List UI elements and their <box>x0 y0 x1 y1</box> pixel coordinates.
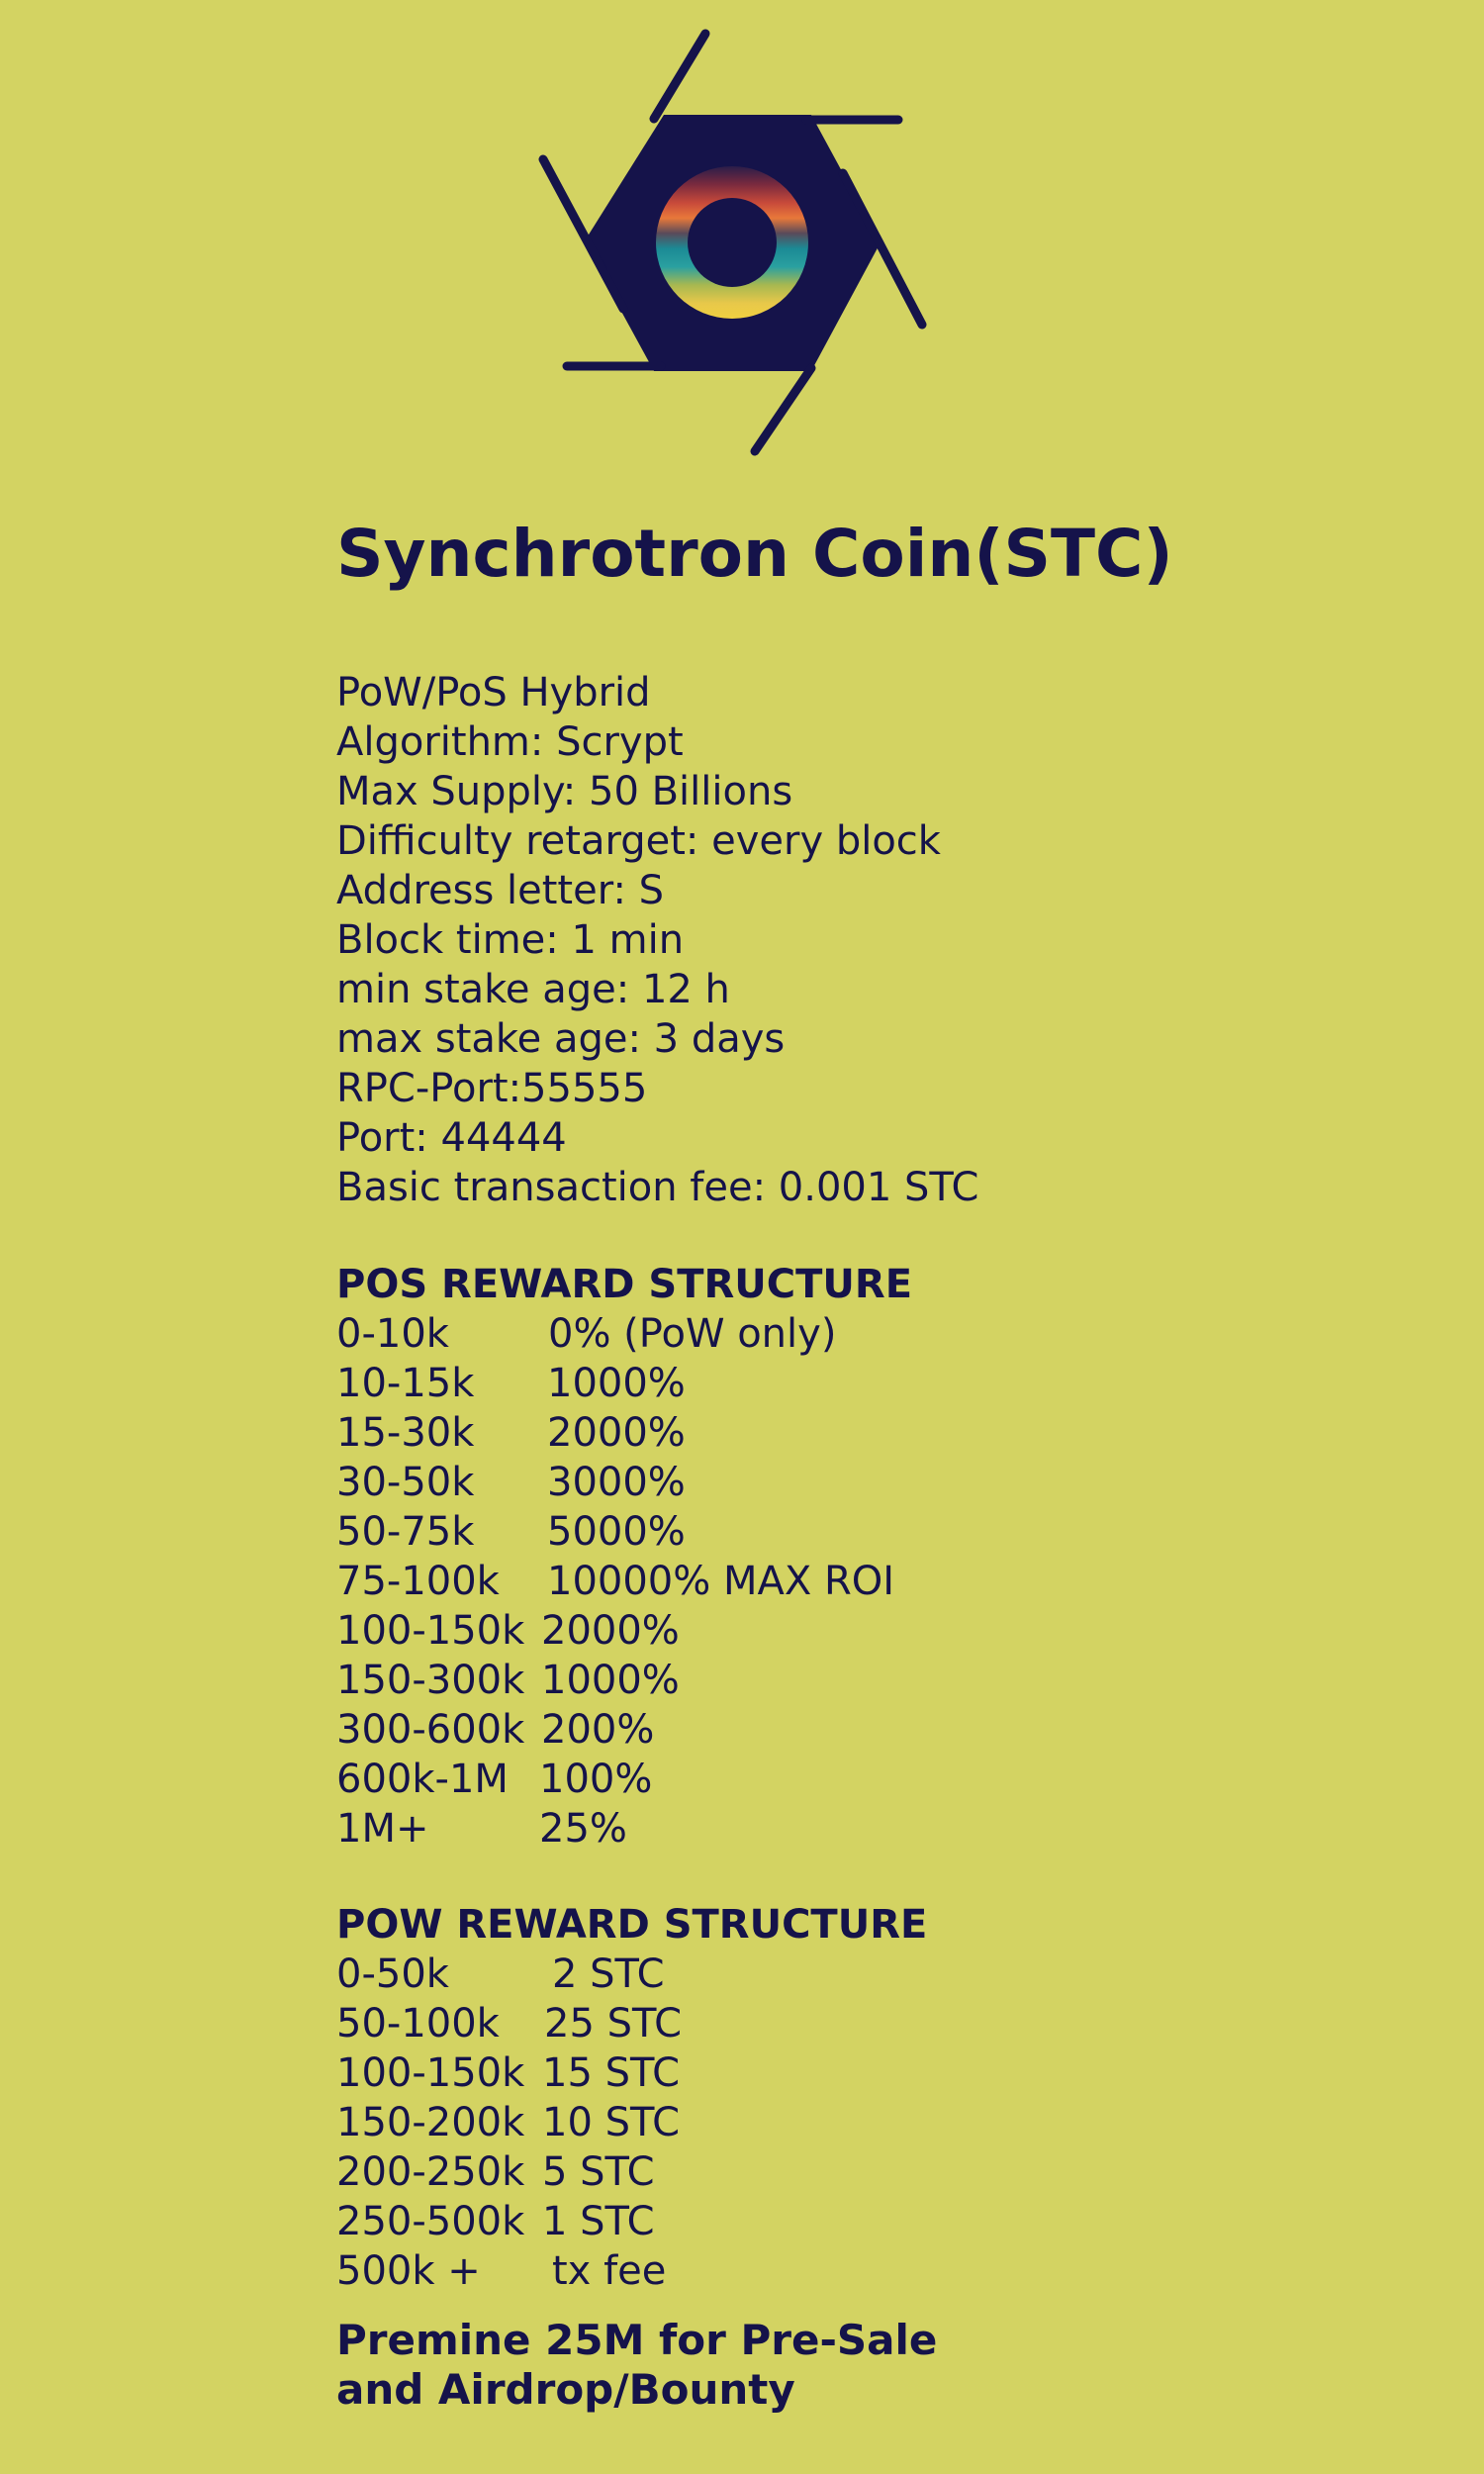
spec-item: Address letter: S <box>336 868 665 913</box>
pow-reward: 10 STC <box>542 2100 681 2145</box>
pos-reward: 1000% <box>547 1361 686 1406</box>
pow-reward: 15 STC <box>542 2050 681 2096</box>
pow-reward: 25 STC <box>544 2001 683 2046</box>
pow-reward-row <box>336 2098 927 2147</box>
pow-reward-row <box>336 2197 927 2246</box>
synchrotron-coin-logo-icon <box>495 20 970 465</box>
pos-reward-row <box>336 1705 912 1755</box>
pow-range: 500k + <box>336 2248 481 2294</box>
spec-item: Algorithm: Scrypt <box>336 719 684 765</box>
pos-reward-row <box>336 1408 912 1458</box>
pow-reward-row <box>336 2147 927 2197</box>
pow-reward-heading: POW REWARD STRUCTURE <box>336 1902 928 1948</box>
pow-reward-row <box>336 1999 927 2048</box>
spec-item: Max Supply: 50 Billions <box>336 769 793 814</box>
pos-reward: 2000% <box>541 1608 680 1654</box>
spec-list <box>336 668 978 1212</box>
spec-item: max stake age: 3 days <box>336 1016 786 1062</box>
pos-range: 300-600k <box>336 1707 525 1753</box>
pos-range: 30-50k <box>336 1460 475 1505</box>
spec-item: Basic transaction fee: 0.001 STC <box>336 1165 979 1210</box>
pos-reward-row <box>336 1507 912 1557</box>
pos-reward-row <box>336 1309 912 1359</box>
pos-reward-row <box>336 1606 912 1656</box>
pow-reward: 5 STC <box>542 2149 655 2195</box>
pos-reward-row <box>336 1557 912 1606</box>
premine-note <box>336 2316 937 2415</box>
pow-reward: tx fee <box>552 2248 667 2294</box>
pow-range: 250-500k <box>336 2199 525 2244</box>
pow-range: 50-100k <box>336 2001 500 2046</box>
pos-reward: 0% (PoW only) <box>548 1311 837 1357</box>
pos-range: 10-15k <box>336 1361 475 1406</box>
pow-reward-section <box>336 1900 927 2296</box>
pow-range: 100-150k <box>336 2050 525 2096</box>
pos-range: 50-75k <box>336 1509 475 1555</box>
pos-reward: 5000% <box>547 1509 686 1555</box>
pos-reward-row <box>336 1804 912 1854</box>
pow-range: 0-50k <box>336 1951 449 1997</box>
pos-reward: 100% <box>539 1757 653 1802</box>
pos-range: 600k-1M <box>336 1757 509 1802</box>
spec-item: RPC-Port:55555 <box>336 1066 648 1111</box>
pos-reward: 25% <box>539 1806 627 1852</box>
pos-reward: 2000% <box>547 1410 686 1456</box>
pos-range: 100-150k <box>336 1608 525 1654</box>
pos-range: 75-100k <box>336 1559 500 1604</box>
premine-line: and Airdrop/Bounty <box>336 2365 795 2414</box>
pow-range: 200-250k <box>336 2149 525 2195</box>
pos-range: 0-10k <box>336 1311 449 1357</box>
spec-item: min stake age: 12 h <box>336 967 730 1012</box>
pos-reward-row <box>336 1458 912 1507</box>
spec-item: Block time: 1 min <box>336 917 685 963</box>
pos-reward-heading: POS REWARD STRUCTURE <box>336 1262 913 1307</box>
premine-line: Premine 25M for Pre-Sale <box>336 2316 938 2364</box>
pos-reward-row <box>336 1656 912 1705</box>
pos-reward-row <box>336 1755 912 1804</box>
pos-range: 15-30k <box>336 1410 475 1456</box>
pos-reward: 10000% MAX ROI <box>547 1559 895 1604</box>
pow-reward-row <box>336 1950 927 1999</box>
pow-range: 150-200k <box>336 2100 525 2145</box>
pos-reward: 3000% <box>547 1460 686 1505</box>
spec-item: Port: 44444 <box>336 1115 567 1161</box>
pos-reward-row <box>336 1359 912 1408</box>
spec-item: Difficulty retarget: every block <box>336 818 941 864</box>
pow-reward-row <box>336 2048 927 2098</box>
pow-reward-row <box>336 2246 927 2296</box>
pow-reward: 2 STC <box>552 1951 665 1997</box>
page-title: Synchrotron Coin(STC) <box>336 516 1173 592</box>
spec-item: PoW/PoS Hybrid <box>336 670 651 715</box>
pos-reward: 200% <box>541 1707 655 1753</box>
pos-range: 150-300k <box>336 1658 525 1703</box>
pow-reward: 1 STC <box>542 2199 655 2244</box>
pos-reward-section <box>336 1260 912 1854</box>
pos-reward: 1000% <box>541 1658 680 1703</box>
pos-range: 1M+ <box>336 1806 429 1852</box>
